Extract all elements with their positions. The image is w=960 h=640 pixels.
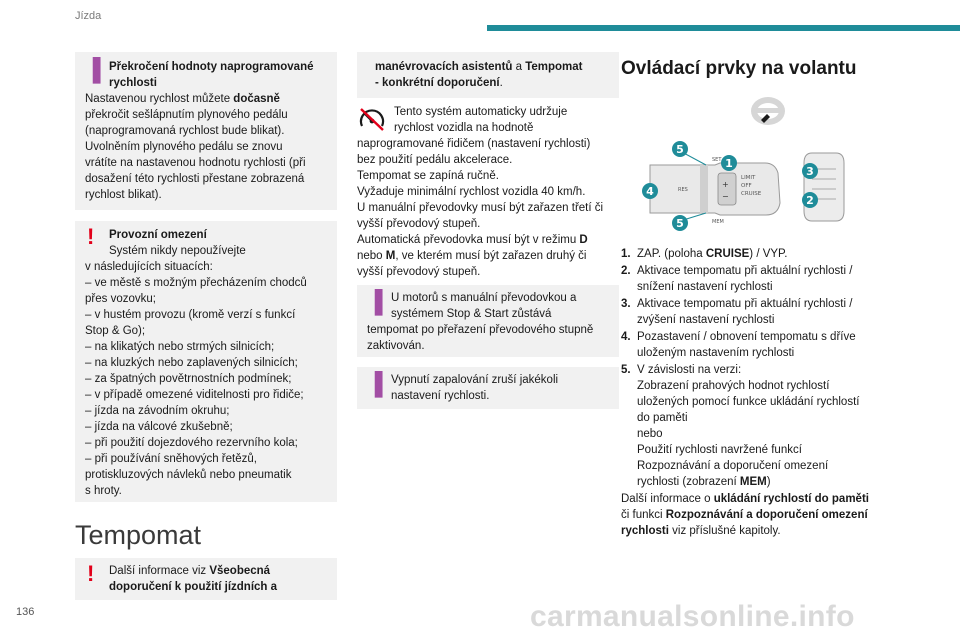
- body-text-bold: M: [385, 250, 396, 262]
- list-item: [621, 246, 921, 262]
- callout-3: 3: [806, 165, 814, 178]
- warning-box-limits: [75, 221, 337, 502]
- body-text-bold: D: [579, 234, 588, 246]
- box-text: Nastavenou rychlost můžete: [85, 93, 234, 105]
- list-text: Rozpoznávání a doporučení omezení: [637, 460, 829, 472]
- box-text-bold: manévrovacích asistentů: [375, 61, 513, 73]
- cruise-stalk-diagram: [640, 135, 850, 235]
- warning-icon: !: [87, 561, 95, 586]
- box-text: systémem Stop & Start zůstává: [391, 308, 552, 320]
- box-text: – za špatných povětrnostních podmínek;: [85, 373, 292, 385]
- section-heading-tempomat: Tempomat: [75, 520, 202, 550]
- list-text: nebo: [637, 428, 663, 440]
- diagram-label-set: SET: [712, 157, 722, 163]
- box-text-bold: dočasně: [233, 93, 280, 105]
- steering-wheel-icon: [748, 94, 788, 128]
- box-text: – v případě omezené viditelnosti pro řidiče;: [85, 389, 304, 401]
- box-text: protiskluzových návleků nebo pneumatik: [85, 469, 292, 481]
- header-accent-bar: [487, 25, 960, 31]
- box-text: – v hustém provozu (kromě verzí s funkcí: [85, 309, 296, 321]
- body-text: bez použití pedálu akcelerace.: [357, 154, 513, 166]
- box-text: Systém nikdy nepoužívejte: [109, 245, 246, 257]
- body-text-bold: ukládání rychlostí do paměti: [713, 493, 869, 505]
- box-title: rychlosti: [109, 77, 157, 89]
- box-text: Stop & Go);: [85, 325, 146, 337]
- box-text: – jízda na závodním okruhu;: [85, 405, 230, 417]
- list-text-bold: CRUISE: [705, 248, 750, 260]
- body-text: , ve kterém musí být zařazen druhý či: [395, 250, 587, 262]
- box-text: – ve městě s možným přecházením chodců: [85, 277, 307, 289]
- info-icon: ▐: [367, 371, 383, 396]
- body-text: Tempomat se zapíná ručně.: [357, 170, 499, 182]
- box-text: nastavení rychlosti.: [391, 390, 490, 402]
- list-number: 5.: [621, 364, 631, 376]
- callout-2: 2: [806, 194, 814, 207]
- box-text: Další informace viz: [109, 565, 210, 577]
- box-text: Uvolněním plynového pedálu se znovu: [85, 141, 283, 153]
- body-text: vyšší převodový stupeň.: [357, 266, 481, 278]
- list-text: Pozastavení / obnovení tempomatu s dříve: [637, 331, 856, 343]
- body-text: viz příslušné kapitoly.: [668, 525, 781, 537]
- body-text: Tento systém automaticky udržuje: [394, 106, 568, 118]
- list-text: Zobrazení prahových hodnot rychlostí: [637, 380, 830, 392]
- list-text: rychlosti (zobrazení: [637, 476, 740, 488]
- list-number: 4.: [621, 331, 631, 343]
- body-text: či funkci: [621, 509, 666, 521]
- page-number: 136: [16, 606, 35, 618]
- diagram-label-mem: MEM: [712, 219, 724, 225]
- callout-5-top: 5: [676, 143, 684, 156]
- body-text: Vyžaduje minimální rychlost vozidla 40 km/h.: [357, 186, 586, 198]
- body-text: naprogramované řidičem (nastavení rychlosti): [357, 138, 591, 150]
- box-text-bold: - konkrétní doporučení: [375, 77, 500, 89]
- box-text: rychlost blikat).: [85, 189, 162, 201]
- running-header: Jízda: [75, 10, 102, 22]
- box-text: překročit sešlápnutím plynového pedálu: [85, 109, 288, 121]
- list-number: 1.: [621, 248, 631, 260]
- body-text-bold: Rozpoznávání a doporučení omezení: [665, 509, 868, 521]
- list-number: 2.: [621, 265, 631, 277]
- box-text: dosažení této rychlosti přestane zobrazená: [85, 173, 305, 185]
- info-box-overspeed: [75, 52, 337, 210]
- info-icon: ▐: [85, 57, 101, 82]
- box-text: – při používání sněhových řetězů,: [85, 453, 257, 465]
- box-text: (naprogramovaná rychlost bude blikat).: [85, 125, 285, 137]
- list-text: uloženým nastavením rychlosti: [637, 347, 795, 359]
- svg-text:−: −: [722, 192, 729, 201]
- list-text: zvýšení nastavení rychlosti: [637, 314, 775, 326]
- box-text: s hroty.: [85, 485, 122, 497]
- list-text: ): [766, 476, 771, 488]
- callout-4: 4: [646, 185, 654, 198]
- body-text: nebo: [357, 250, 386, 262]
- list-number: 3.: [621, 298, 631, 310]
- box-text: – při použití dojezdového rezervního kola;: [85, 437, 298, 449]
- box-text: v následujících situacích:: [85, 261, 213, 273]
- info-box-ignition: [357, 367, 619, 409]
- body-text: Automatická převodovka musí být v režimu: [357, 234, 580, 246]
- callout-5-bottom: 5: [676, 217, 684, 230]
- box-text: tempomat po přeřazení převodového stupně: [367, 324, 594, 336]
- warning-box-more-info-continued: [357, 52, 619, 98]
- list-text: Aktivace tempomatu při aktuální rychlosti /: [637, 265, 853, 277]
- body-text-bold: rychlosti: [621, 525, 669, 537]
- diagram-label-res: RES: [678, 187, 688, 193]
- box-text: .: [499, 77, 503, 89]
- box-text: a: [512, 61, 526, 73]
- watermark: carmanualsonline.info: [530, 600, 855, 633]
- diagram-label-cruise: CRUISE: [741, 191, 762, 197]
- box-text: zaktivován.: [367, 340, 425, 352]
- box-text-bold: doporučení k použití jízdních a: [109, 581, 278, 593]
- list-item: [621, 263, 921, 295]
- section-heading-controls: Ovládací prvky na volantu: [621, 58, 857, 79]
- box-text: – na klikatých nebo strmých silnicích;: [85, 341, 275, 353]
- list-item: [621, 329, 921, 361]
- svg-text:+: +: [722, 180, 729, 189]
- diagram-label-limit: LIMIT: [741, 175, 756, 181]
- box-text: vrátíte na nastavenou hodnotu rychlosti (při: [85, 157, 306, 169]
- body-text: rychlost vozidla na hodnotě: [394, 122, 534, 134]
- cruise-description: [357, 104, 619, 280]
- list-text: Aktivace tempomatu při aktuální rychlosti /: [637, 298, 853, 310]
- body-text: vyšší převodový stupeň.: [357, 218, 481, 230]
- info-icon: ▐: [367, 289, 383, 314]
- controls-list: [621, 246, 921, 491]
- list-text: ) / VYP.: [749, 248, 788, 260]
- list-text: Použití rychlosti navržené funkcí: [637, 444, 802, 456]
- warning-box-more-info: [75, 558, 337, 600]
- body-text: Další informace o: [621, 493, 714, 505]
- list-text-bold: MEM: [739, 476, 767, 488]
- box-title: Provozní omezení: [109, 229, 207, 241]
- box-text: – jízda na válcové zkušebně;: [85, 421, 233, 433]
- list-item: [621, 296, 921, 328]
- box-text: přes vozovku;: [85, 293, 156, 305]
- box-title: Překročení hodnoty naprogramované: [109, 61, 314, 73]
- warning-icon: !: [87, 224, 95, 249]
- list-text: snížení nastavení rychlosti: [637, 281, 773, 293]
- list-text: V závislosti na verzi:: [637, 364, 742, 376]
- box-text-bold: Tempomat: [525, 61, 583, 73]
- info-box-stop-start: [357, 285, 619, 357]
- body-text: U manuální převodovky musí být zařazen třetí či: [357, 202, 604, 214]
- box-text: – na kluzkých nebo zaplavených silnicích;: [85, 357, 298, 369]
- box-text: Vypnutí zapalování zruší jakékoli: [391, 374, 559, 386]
- callout-1: 1: [725, 157, 733, 170]
- list-item: [621, 362, 921, 490]
- list-text: do paměti: [637, 412, 688, 424]
- diagram-label-off: OFF: [741, 183, 752, 189]
- box-text-bold: Všeobecná: [209, 565, 271, 577]
- list-text: ZAP. (poloha: [637, 248, 706, 260]
- box-text: U motorů s manuální převodovkou a: [391, 292, 577, 304]
- further-info-paragraph: [621, 491, 921, 539]
- list-text: uložených pomocí funkce ukládání rychlostí: [637, 396, 860, 408]
